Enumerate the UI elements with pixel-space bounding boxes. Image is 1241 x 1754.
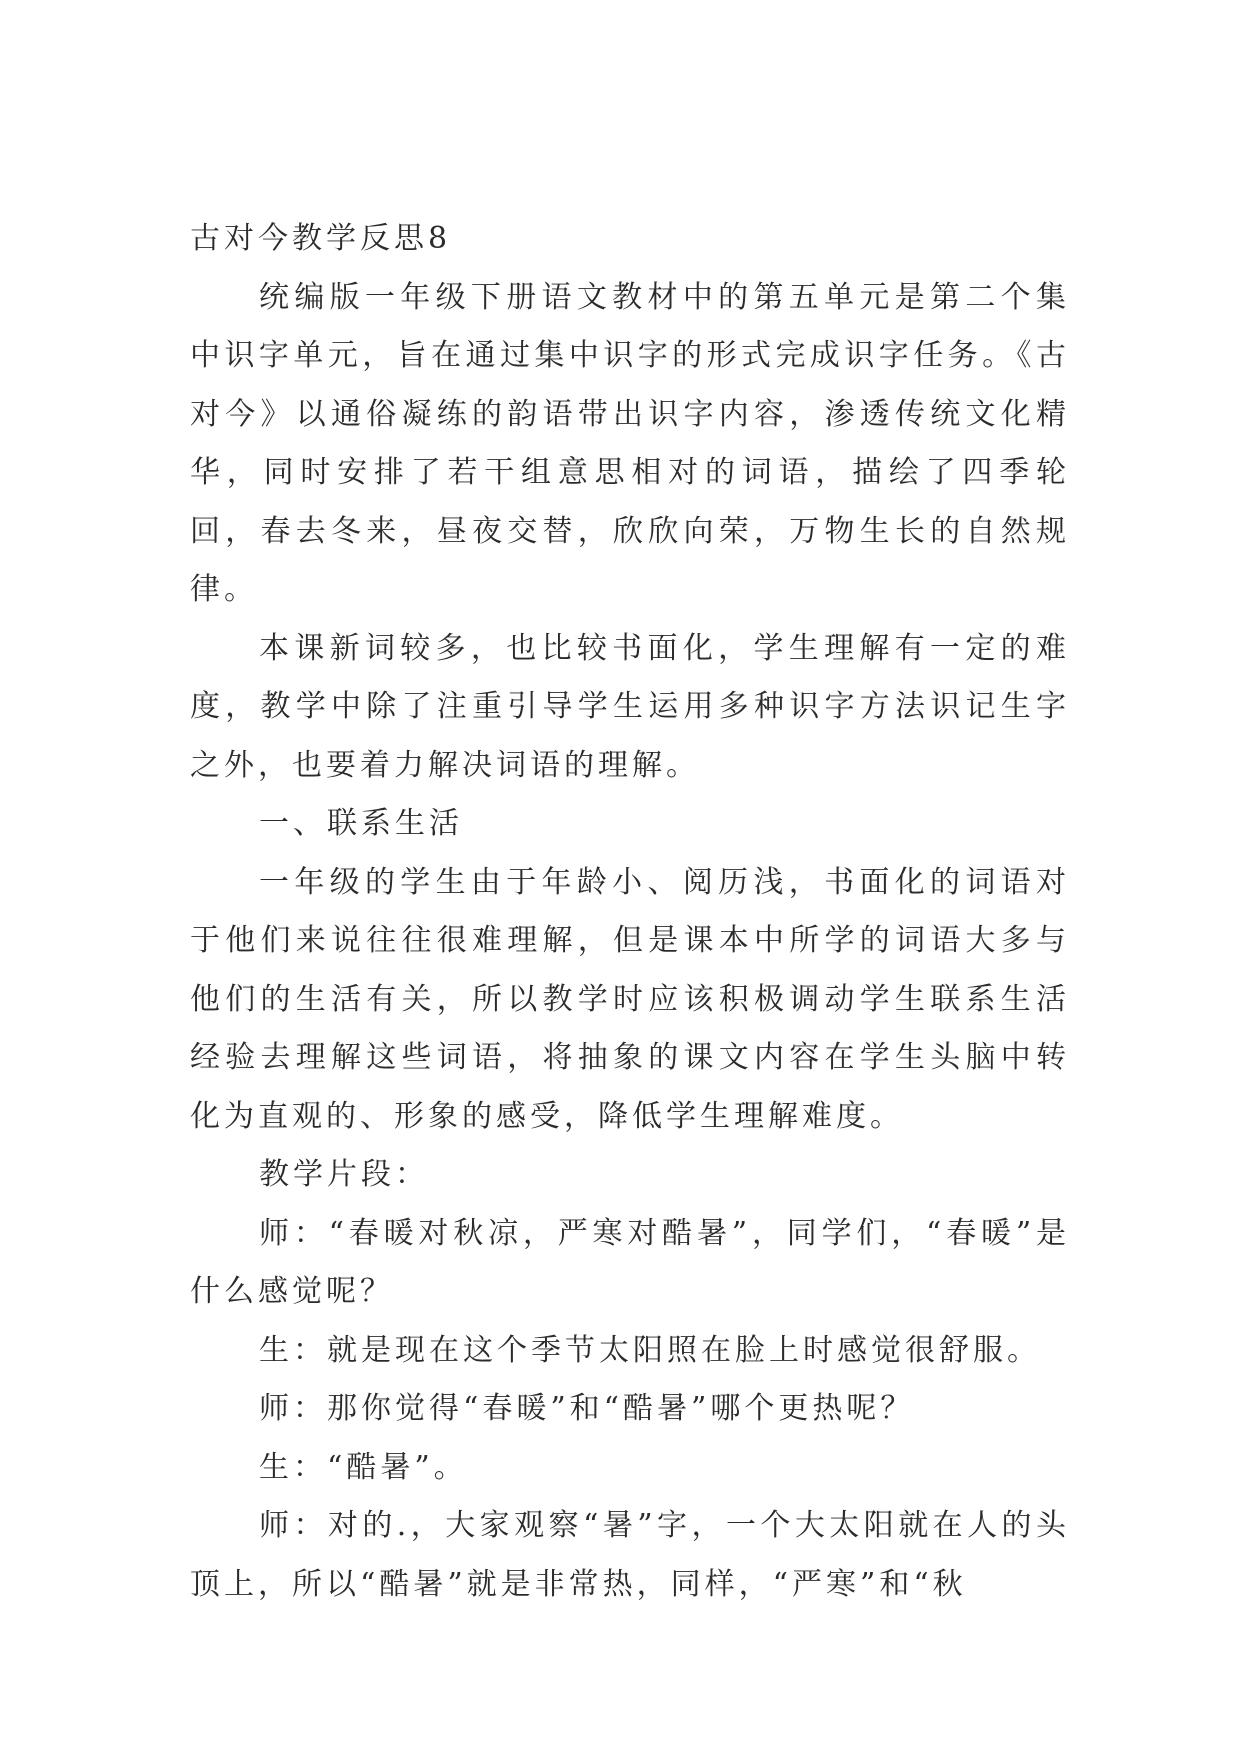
teaching-excerpt-label: 教学片段： — [259, 1157, 429, 1192]
dialogue-line: 师：那你觉得“春暖”和“酷暑”哪个更热呢？ — [259, 1391, 915, 1426]
paragraph-life-connection: 一年级的学生由于年龄小、阅历浅，书面化的词语对于他们来说往往很难理解，但是课本中所学的词语大多与他们的生活有关，所以教学时应该积极调动学生联系生活经验去理解这些词语，将抽象的课文内容在学生头脑中转化为直观的、形象的感受，降低学生理解难度。 — [190, 864, 1070, 1134]
dialogue-line: 生：“酷暑”。 — [259, 1449, 468, 1485]
section-heading: 一、联系生活 — [259, 806, 463, 841]
document-body — [190, 210, 1070, 1614]
document-title: 古对今教学反思8 — [190, 221, 452, 256]
dialogue-line: 师：“春暖对秋凉，严寒对酷暑”，同学们，“春暖”是什么感觉呢？ — [190, 1215, 1070, 1309]
dialogue-line: 生：就是现在这个季节太阳照在脸上时感觉很舒服。 — [259, 1332, 1041, 1368]
dialogue-line: 师：对的.，大家观察“暑”字，一个大太阳就在人的头顶上，所以“酷暑”就是非常热，同样，“严寒”和“秋 — [190, 1508, 1070, 1602]
paragraph-difficulty: 本课新词较多，也比较书面化，学生理解有一定的难度，教学中除了注重引导学生运用多种识字方法识记生字之外，也要着力解决词语的理解。 — [190, 630, 1070, 783]
paragraph-intro: 统编版一年级下册语文教材中的第五单元是第二个集中识字单元，旨在通过集中识字的形式完成识字任务。《古对今》以通俗凝练的韵语带出识字内容，渗透传统文化精华，同时安排了若干组意思相对的词语，描绘了四季轮回，春去冬来，昼夜交替，欣欣向荣，万物生长的自然规律。 — [190, 279, 1070, 607]
